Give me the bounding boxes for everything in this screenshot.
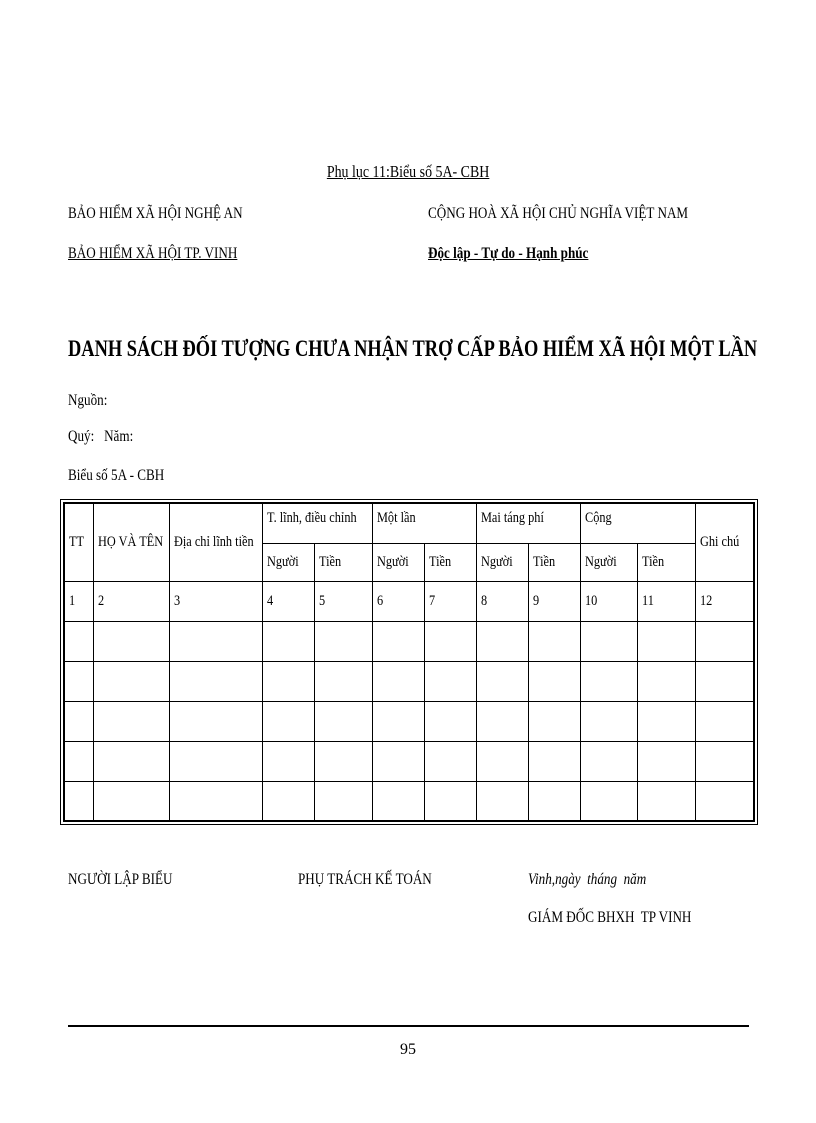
table-cell: [262, 621, 314, 661]
subheader-money: Tiền: [528, 543, 580, 581]
table-cell: [64, 621, 93, 661]
table-cell: [64, 661, 93, 701]
column-number: 3: [169, 581, 262, 621]
org-name-city: BẢO HIỂM XÃ HỘI TP. VINH: [68, 245, 238, 262]
table-cell: [528, 781, 580, 821]
table-cell: [476, 741, 528, 781]
table-cell: [580, 741, 637, 781]
table-cell: [262, 661, 314, 701]
document-title: DANH SÁCH ĐỐI TƯỢNG CHƯA NHẬN TRỢ CẤP BẢO HIỂM XÃ HỘI MỘT LẦN: [68, 336, 758, 361]
column-number: 4: [262, 581, 314, 621]
table-cell: [262, 701, 314, 741]
column-number-row: [64, 581, 754, 621]
table-cell: [637, 781, 695, 821]
column-number: 5: [314, 581, 372, 621]
signature-accountant: PHỤ TRÁCH KẾ TOÁN: [298, 871, 432, 888]
table-cell: [476, 621, 528, 661]
table-cell: [695, 741, 754, 781]
appendix-label: Phụ lục 11:Biểu số 5A- CBH: [326, 162, 490, 181]
table-cell: [424, 621, 476, 661]
header-address: Địa chỉ lĩnh tiền: [169, 503, 262, 581]
footer-divider: [68, 1025, 749, 1027]
column-number: 8: [476, 581, 528, 621]
table-cell: [93, 701, 169, 741]
column-number: 1: [64, 581, 93, 621]
table-cell: [695, 661, 754, 701]
header-group-adjustment: T. lĩnh, điều chỉnh: [262, 503, 372, 543]
signature-preparer: NGƯỜI LẬP BIỂU: [68, 871, 173, 888]
table-cell: [93, 661, 169, 701]
table-cell: [580, 701, 637, 741]
table-cell: [314, 701, 372, 741]
beneficiary-table: [63, 502, 755, 822]
table-cell: [169, 621, 262, 661]
table-cell: [637, 701, 695, 741]
table-cell: [580, 781, 637, 821]
subheader-money: Tiền: [314, 543, 372, 581]
table-cell: [695, 781, 754, 821]
table-cell: [476, 661, 528, 701]
header-name: HỌ VÀ TÊN: [93, 503, 169, 581]
table-row: [64, 781, 754, 821]
table-cell: [372, 661, 424, 701]
quarter-year-label: Quý: Năm:: [68, 428, 134, 445]
subheader-person: Người: [262, 543, 314, 581]
header-note: Ghi chú: [695, 503, 754, 581]
org-name-province: BẢO HIỂM XÃ HỘI NGHỆ AN: [68, 205, 243, 222]
table-cell: [314, 781, 372, 821]
table-cell: [93, 621, 169, 661]
column-number: 6: [372, 581, 424, 621]
subheader-money: Tiền: [424, 543, 476, 581]
subheader-person: Người: [476, 543, 528, 581]
column-number: 9: [528, 581, 580, 621]
subheader-person: Người: [372, 543, 424, 581]
table-cell: [314, 661, 372, 701]
table-cell: [637, 621, 695, 661]
table-cell: [64, 741, 93, 781]
table-cell: [372, 741, 424, 781]
column-number: 2: [93, 581, 169, 621]
republic-name: CỘNG HOÀ XÃ HỘI CHỦ NGHĨA VIỆT NAM: [428, 205, 689, 222]
table-row: [64, 701, 754, 741]
header-group-funeral: Mai táng phí: [476, 503, 580, 543]
table-cell: [476, 701, 528, 741]
header-tt: TT: [64, 503, 93, 581]
table-cell: [169, 741, 262, 781]
table-cell: [169, 701, 262, 741]
page-number: 95: [400, 1041, 416, 1058]
table-header-row: [64, 503, 754, 543]
table-cell: [169, 781, 262, 821]
table-cell: [528, 701, 580, 741]
table-cell: [424, 781, 476, 821]
table-cell: [372, 701, 424, 741]
table-row: [64, 621, 754, 661]
table-cell: [424, 741, 476, 781]
table-cell: [64, 781, 93, 821]
source-label: Nguồn:: [68, 392, 108, 409]
column-number: 7: [424, 581, 476, 621]
form-code-label: Biểu số 5A - CBH: [68, 467, 165, 484]
header-group-one-time: Một lần: [372, 503, 476, 543]
table-row: [64, 661, 754, 701]
table-cell: [695, 701, 754, 741]
table-cell: [580, 661, 637, 701]
table-row: [64, 741, 754, 781]
table-cell: [528, 741, 580, 781]
column-number: 12: [695, 581, 754, 621]
table-cell: [64, 701, 93, 741]
table-cell: [424, 661, 476, 701]
table-cell: [372, 781, 424, 821]
table-cell: [93, 741, 169, 781]
table-cell: [580, 621, 637, 661]
table-cell: [372, 621, 424, 661]
table-cell: [637, 741, 695, 781]
table-cell: [93, 781, 169, 821]
table-cell: [314, 621, 372, 661]
table-cell: [262, 781, 314, 821]
table-cell: [262, 741, 314, 781]
table-cell: [528, 621, 580, 661]
table-cell: [637, 661, 695, 701]
subheader-person: Người: [580, 543, 637, 581]
table-cell: [695, 621, 754, 661]
header-group-total: Cộng: [580, 503, 695, 543]
column-number: 11: [637, 581, 695, 621]
table-cell: [424, 701, 476, 741]
national-motto: Độc lập - Tự do - Hạnh phúc: [428, 245, 589, 262]
signature-director: GIÁM ĐỐC BHXH TP VINH: [528, 909, 692, 926]
table-cell: [169, 661, 262, 701]
table-cell: [314, 741, 372, 781]
date-line: Vinh,ngày tháng năm: [528, 871, 647, 888]
table-cell: [528, 661, 580, 701]
table-cell: [476, 781, 528, 821]
subheader-money: Tiền: [637, 543, 695, 581]
column-number: 10: [580, 581, 637, 621]
